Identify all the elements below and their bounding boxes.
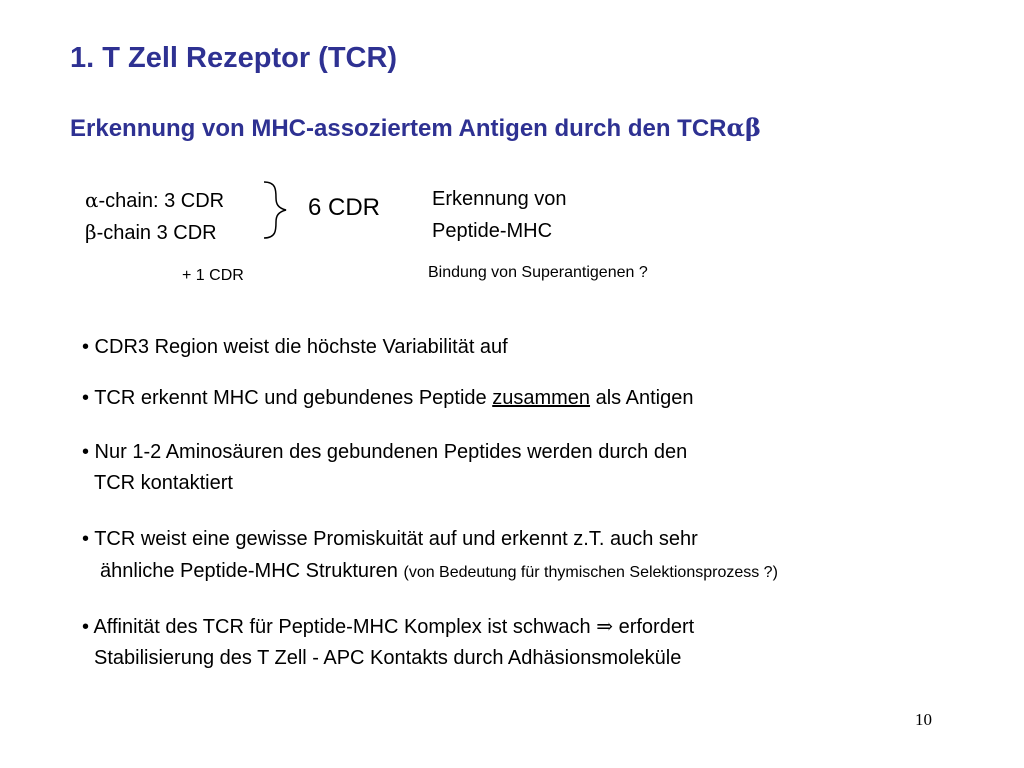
alpha-chain-line [85,188,224,213]
superantigen-note: Bindung von Superantigenen ? [428,264,648,281]
bullet-2-pre: • TCR erkennt MHC und gebundenes Peptide [82,387,493,409]
extra-cdr-label: + 1 CDR [182,267,244,284]
alpha-symbol: α [85,188,99,212]
bullet-amino-acids-line-2: TCR kontaktiert [94,472,233,494]
bullet-affinity-line-1 [82,611,694,643]
recognition-line-1: Erkennung von [432,188,567,210]
bullet-cdr3-variability: • CDR3 Region weist die höchste Variabilität auf [82,336,508,358]
recognition-line-2: Peptide-MHC [432,220,553,242]
bullet-5-pre: • Affinität des TCR für Peptide-MHC Komplex ist schwach [82,616,597,638]
subtitle-text: Erkennung von MHC-assoziertem Antigen durch den TCR [70,115,727,142]
bullet-amino-acids-line-1: • Nur 1-2 Aminosäuren des gebundenen Peptides werden durch den [82,441,688,463]
bullet-promiscuity-line-2 [100,556,778,588]
implies-arrow-icon: ⇒ [596,614,614,638]
bullet-4-line-2-text: ähnliche Peptide-MHC Strukturen [100,560,398,582]
slide-title: 1. T Zell Rezeptor (TCR) [70,42,398,74]
bullet-5-post: erfordert [613,616,695,638]
bullet-4-note: (von Bedeutung für thymischen Selektionsprozess ?) [403,564,778,581]
bullet-2-post: als Antigen [590,387,694,409]
bullet-affinity-line-2: Stabilisierung des T Zell - APC Kontakts durch Adhäsionsmoleküle [94,647,682,669]
total-cdr-label: 6 CDR [308,194,381,221]
beta-chain-text: -chain 3 CDR [96,222,217,244]
alpha-chain-text: -chain: 3 CDR [98,190,225,212]
bullet-promiscuity-line-1: • TCR weist eine gewisse Promiskuität auf und erkennt z.T. auch sehr [82,528,698,550]
curly-brace-icon [262,180,302,240]
bullet-2-emphasis: zusammen [492,387,591,409]
slide-subtitle [70,113,761,143]
beta-symbol: β [85,220,97,244]
subtitle-greek-alpha-beta: αβ [726,113,761,142]
page-number: 10 [915,710,932,729]
beta-chain-line [85,220,217,245]
bullet-tcr-recognition [82,383,693,414]
